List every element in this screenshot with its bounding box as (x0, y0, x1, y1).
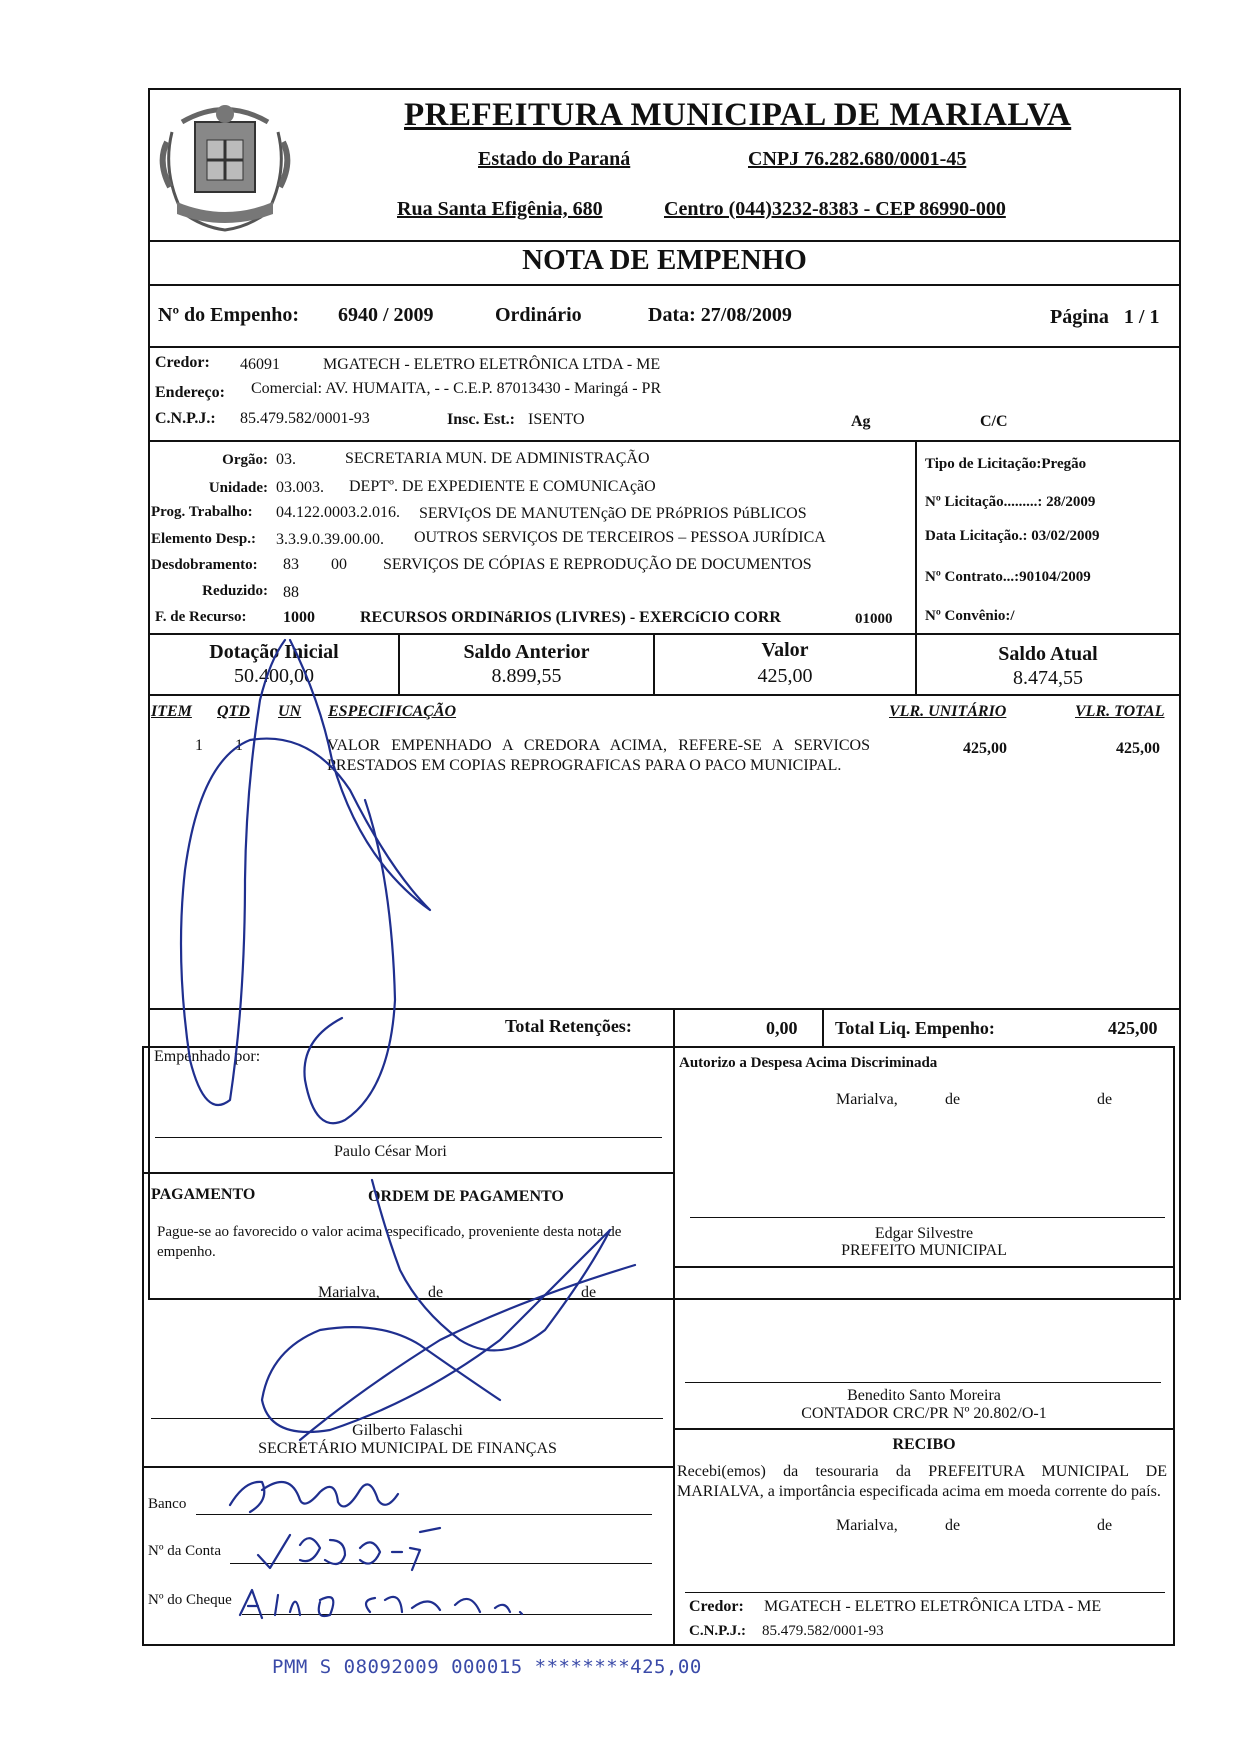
cc-label: C/C (980, 413, 1008, 430)
ordem-label: ORDEM DE PAGAMENTO (368, 1188, 564, 1205)
credor-cnpj-label: C.N.P.J.: (155, 410, 216, 427)
mayor-name: Edgar Silvestre (874, 1225, 974, 1242)
orgao-code: 03. (276, 451, 296, 468)
reduzido-label: Reduzido: (202, 583, 268, 599)
accountant-title: CONTADOR CRC/PR Nº 20.802/O-1 (801, 1405, 1047, 1422)
desd-code2: 00 (331, 556, 347, 573)
recibo-de1: de (945, 1517, 961, 1534)
retencoes-label: Total Retenções: (505, 1016, 632, 1036)
desd-label: Desdobramento: (151, 557, 258, 573)
endereco-value: Comercial: AV. HUMAITA, - - C.E.P. 87013430 - Maringá - PR (251, 380, 662, 397)
recibo-label: RECIBO (892, 1436, 956, 1453)
pagamento-text: Pague-se ao favorecido o valor acima especificado, proveniente desta nota de empenho. (157, 1224, 622, 1260)
pagamento-de2: de (581, 1284, 597, 1301)
recibo-city: Marialva, (836, 1517, 898, 1534)
header-address: Rua Santa Efigênia, 680 (397, 198, 603, 220)
banco-label: Banco (148, 1496, 187, 1512)
autorizo-label: Autorizo a Despesa Acima Discriminada (679, 1055, 938, 1071)
cashier-stamp: PMM S 08092009 000015 ********425,00 (272, 1656, 702, 1678)
licitacao-contrato: Nº Contrato...:90104/2009 (925, 569, 1091, 585)
autorizo-de1: de (945, 1091, 961, 1108)
col-spec: ESPECIFICAÇÃO (328, 703, 457, 720)
page-title: PREFEITURA MUNICIPAL DE MARIALVA (404, 97, 1072, 133)
lower-frame (142, 1046, 1175, 1646)
unidade-label: Unidade: (208, 480, 268, 496)
saldo-atual-value: 8.474,55 (1013, 667, 1083, 689)
orgao-name: SECRETARIA MUN. DE ADMINISTRAÇÃO (345, 450, 650, 467)
recurso-code2: 01000 (855, 611, 893, 627)
unidade-name: DEPTº. DE EXPEDIENTE E COMUNICAçãO (349, 478, 656, 495)
empenho-num-value: 6940 / 2009 (338, 304, 434, 326)
autorizo-de2: de (1097, 1091, 1113, 1108)
col-item: ITEM (151, 703, 192, 720)
empenhado-label: Empenhado por: (154, 1048, 261, 1065)
empenho-type: Ordinário (495, 304, 582, 326)
saldo-anterior-label: Saldo Anterior (463, 641, 590, 663)
liq-label: Total Liq. Empenho: (835, 1018, 995, 1038)
state-name: Estado do Paraná (478, 148, 631, 170)
recibo-credor-value: MGATECH - ELETRO ELETRÔNICA LTDA - ME (764, 1598, 1102, 1615)
valor-value: 425,00 (757, 665, 813, 687)
licitacao-convenio: Nº Convênio:/ (925, 608, 1015, 624)
insc-label: Insc. Est.: (447, 411, 516, 428)
licitacao-tipo: Tipo de Licitação:Pregão (925, 456, 1087, 472)
desd-name: SERVIÇOS DE CÓPIAS E REPRODUÇÃO DE DOCUMENTOS (383, 556, 812, 573)
row-spec: VALOR EMPENHADO A CREDORA ACIMA, REFERE-SE A SERVICOS PRESTADOS EM COPIAS REPROGRAFICAS PARA O PACO MUNICIPAL. (327, 737, 870, 774)
coat-of-arms-icon (152, 92, 298, 238)
recibo-cnpj-label: C.N.P.J.: (689, 1623, 746, 1639)
dotacao-label: Dotação Inicial (209, 641, 339, 663)
recurso-code: 1000 (283, 609, 315, 626)
reduzido-value: 88 (283, 584, 299, 601)
recibo-credor-label: Credor: (689, 1598, 744, 1615)
elem-code: 3.3.9.0.39.00.00. (276, 531, 384, 548)
autorizo-city: Marialva, (836, 1091, 898, 1108)
orgao-label: Orgão: (222, 452, 268, 468)
empenho-date: Data: 27/08/2009 (648, 304, 792, 326)
conta-label: Nº da Conta (148, 1543, 221, 1559)
credor-name: MGATECH - ELETRO ELETRÔNICA LTDA - ME (323, 356, 661, 373)
credor-code: 46091 (240, 356, 280, 373)
recibo-cnpj-value: 85.479.582/0001-93 (762, 1623, 884, 1639)
unidade-code: 03.003. (276, 479, 324, 496)
prog-name: SERVIçOS DE MANUTENçãO DE PRóPRIOS PúBLICOS (419, 505, 807, 522)
row-total: 425,00 (1116, 740, 1160, 757)
col-total: VLR. TOTAL (1075, 703, 1165, 720)
row-item: 1 (195, 737, 203, 754)
licitacao-data: Data Licitação.: 03/02/2009 (925, 528, 1100, 544)
secretary-title: SECRETÁRIO MUNICIPAL DE FINANÇAS (258, 1440, 557, 1457)
header-contact: Centro (044)3232-8383 - CEP 86990-000 (664, 198, 1006, 220)
recurso-label: F. de Recurso: (155, 609, 247, 625)
secretary-name: Gilberto Falaschi (352, 1422, 463, 1439)
prog-label: Prog. Trabalho: (151, 504, 253, 520)
recibo-de2: de (1097, 1517, 1113, 1534)
recibo-text: Recebi(emos) da tesouraria da PREFEITURA MUNICIPAL DE MARIALVA, a importância especificada acima em moeda corrente do país. (677, 1463, 1167, 1500)
valor-label: Valor (761, 639, 809, 661)
dotacao-value: 50.400,00 (234, 665, 314, 687)
header-cnpj: CNPJ 76.282.680/0001-45 (748, 148, 967, 170)
credor-cnpj-value: 85.479.582/0001-93 (240, 410, 370, 427)
liq-value: 425,00 (1108, 1018, 1158, 1038)
credor-label: Credor: (155, 354, 210, 371)
insc-value: ISENTO (528, 411, 585, 428)
saldo-anterior-value: 8.899,55 (491, 665, 562, 687)
row-qtd: 1 (235, 737, 243, 754)
pagamento-city: Marialva, (318, 1284, 380, 1301)
pagamento-de1: de (428, 1284, 444, 1301)
pagamento-label: PAGAMENTO (151, 1186, 256, 1203)
accountant-name: Benedito Santo Moreira (847, 1387, 1001, 1404)
empenhado-name: Paulo César Mori (334, 1143, 447, 1160)
page-number: Página 1 / 1 (1050, 306, 1160, 328)
licitacao-numero: Nº Licitação.........: 28/2009 (925, 494, 1096, 510)
col-qtd: QTD (217, 703, 250, 720)
retencoes-value: 0,00 (766, 1018, 798, 1038)
saldo-atual-label: Saldo Atual (998, 643, 1098, 665)
elem-name: OUTROS SERVIÇOS DE TERCEIROS – PESSOA JURÍDICA (414, 529, 826, 546)
ag-label: Ag (851, 413, 871, 430)
empenho-num-label: Nº do Empenho: (158, 304, 300, 326)
col-unit: VLR. UNITÁRIO (889, 703, 1007, 720)
cheque-label: Nº do Cheque (148, 1592, 232, 1608)
recurso-name: RECURSOS ORDINáRIOS (LIVRES) - EXERCíCIO CORR (360, 609, 781, 626)
row-unit: 425,00 (963, 740, 1007, 757)
desd-code1: 83 (283, 556, 299, 573)
doc-title: NOTA DE EMPENHO (522, 244, 807, 276)
mayor-title: PREFEITO MUNICIPAL (841, 1242, 1007, 1259)
prog-code: 04.122.0003.2.016. (276, 504, 400, 521)
elem-label: Elemento Desp.: (151, 531, 256, 547)
col-un: UN (278, 703, 302, 720)
endereco-label: Endereço: (155, 384, 225, 401)
